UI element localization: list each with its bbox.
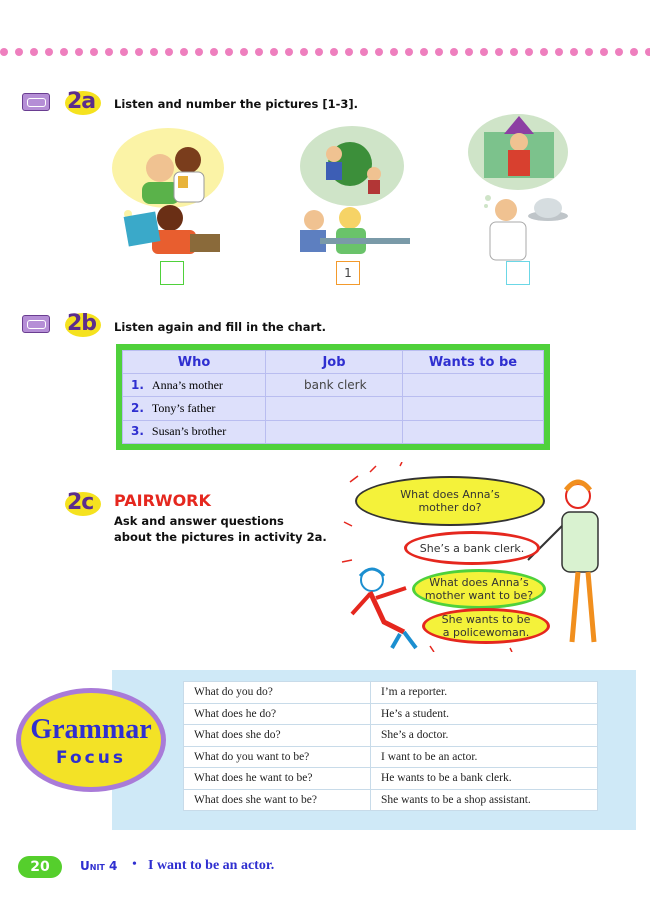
divider-dot [330, 48, 338, 56]
divider-dot [135, 48, 143, 56]
chart-cell-wants[interactable] [403, 374, 544, 397]
divider-dot [435, 48, 443, 56]
bubble-text: mother want to be? [424, 589, 534, 602]
divider-dot [345, 48, 353, 56]
answer-box-3[interactable] [506, 261, 530, 285]
divider-dot [465, 48, 473, 56]
divider-dot [165, 48, 173, 56]
divider-dot [240, 48, 248, 56]
chart-cell-who: Tony’s father [151, 400, 216, 415]
cassette-icon[interactable] [22, 315, 50, 333]
table-row [184, 703, 598, 725]
pairwork-title: PAIRWORK [114, 491, 211, 510]
row-number: 2. [131, 400, 144, 415]
divider-dot [0, 48, 8, 56]
divider-dot [645, 48, 650, 56]
grammar-focus-table [183, 681, 598, 811]
answer-cell: I want to be an actor. [371, 746, 598, 768]
answer-box-1[interactable] [160, 261, 184, 285]
divider-dot [105, 48, 113, 56]
answer-cell: She’s a doctor. [371, 725, 598, 747]
chart-cell-wants[interactable] [403, 397, 544, 420]
divider-dot [30, 48, 38, 56]
question-cell: What does she want to be? [184, 789, 371, 811]
divider-dot [585, 48, 593, 56]
bubble-text: What does Anna’s [400, 488, 500, 501]
divider-dot [45, 48, 53, 56]
divider-dot [315, 48, 323, 56]
question-cell: What does she do? [184, 725, 371, 747]
dotted-divider [0, 46, 650, 58]
answer-cell: He’s a student. [371, 703, 598, 725]
divider-dot [600, 48, 608, 56]
instruction-2c-line2: about the pictures in activity 2a. [114, 530, 327, 544]
chart-row [123, 420, 544, 443]
divider-dot [525, 48, 533, 56]
grammar-focus-title: Grammar [30, 714, 152, 745]
unit-label: Unit 4 [80, 859, 118, 873]
bubble-text: She wants to be [441, 613, 531, 626]
divider-dot [75, 48, 83, 56]
divider-dot [495, 48, 503, 56]
divider-dot [225, 48, 233, 56]
question-cell: What does he want to be? [184, 768, 371, 790]
answer-cell: I’m a reporter. [371, 682, 598, 704]
chart-cell-who: Anna’s mother [151, 377, 223, 392]
table-row [184, 725, 598, 747]
chart-cell-job[interactable] [266, 420, 403, 443]
answer-cell: She wants to be a shop assistant. [371, 789, 598, 811]
divider-dot [615, 48, 623, 56]
divider-dot [180, 48, 188, 56]
job-chart [122, 350, 544, 444]
table-row [184, 768, 598, 790]
divider-dot [255, 48, 263, 56]
page-number: 20 [18, 856, 62, 878]
bubble-text: a policewoman. [442, 626, 530, 639]
divider-dot [420, 48, 428, 56]
question-cell: What do you want to be? [184, 746, 371, 768]
divider-dot [120, 48, 128, 56]
picture-bank-clerk [290, 124, 415, 259]
instruction-2b: Listen again and fill in the chart. [114, 320, 327, 334]
bubble-text: What does Anna’s [429, 576, 529, 589]
divider-dot [210, 48, 218, 56]
divider-dot [360, 48, 368, 56]
divider-dot [450, 48, 458, 56]
chart-cell-job[interactable]: bank clerk [304, 377, 367, 392]
divider-dot [375, 48, 383, 56]
divider-dot [300, 48, 308, 56]
bubble-text: She’s a bank clerk. [419, 541, 525, 555]
table-row [184, 789, 598, 811]
chart-header-who: Who [123, 351, 266, 374]
divider-dot [630, 48, 638, 56]
speech-bubble-4 [422, 608, 550, 644]
divider-dot [285, 48, 293, 56]
question-cell: What do you do? [184, 682, 371, 704]
row-number: 3. [131, 424, 144, 439]
chart-cell-job[interactable] [266, 397, 403, 420]
chart-cell-wants[interactable] [403, 420, 544, 443]
unit-title: I want to be an actor. [148, 858, 275, 873]
divider-dot [570, 48, 578, 56]
speech-bubble-3 [412, 569, 546, 609]
picture-waiter [464, 112, 574, 262]
divider-dot [60, 48, 68, 56]
answer-cell: He wants to be a bank clerk. [371, 768, 598, 790]
footer-bullet: • [132, 857, 137, 872]
picture-dentist [108, 126, 238, 256]
chart-header-job: Job [266, 351, 403, 374]
row-number: 1. [131, 377, 144, 392]
chart-row [123, 374, 544, 397]
divider-dot [270, 48, 278, 56]
grammar-focus-subtitle: Focus [56, 748, 126, 768]
divider-dot [510, 48, 518, 56]
instruction-2a: Listen and number the pictures [1-3]. [114, 97, 358, 111]
chart-frame [116, 344, 550, 450]
activity-number-2b: 2b [67, 311, 97, 336]
divider-dot [150, 48, 158, 56]
bubble-text: mother do? [418, 501, 482, 514]
table-row [184, 746, 598, 768]
divider-dot [90, 48, 98, 56]
chart-row [123, 397, 544, 420]
activity-number-2c: 2c [67, 490, 94, 515]
divider-dot [195, 48, 203, 56]
answer-box-2[interactable]: 1 [336, 261, 360, 285]
divider-dot [555, 48, 563, 56]
instruction-2c-line1: Ask and answer questions [114, 514, 284, 528]
speech-bubble-1 [355, 476, 545, 526]
table-row [184, 682, 598, 704]
chart-cell-who: Susan’s brother [151, 424, 227, 439]
divider-dot [480, 48, 488, 56]
activity-number-2a: 2a [67, 89, 96, 114]
divider-dot [540, 48, 548, 56]
speech-bubble-2 [404, 531, 540, 565]
divider-dot [390, 48, 398, 56]
cassette-icon[interactable] [22, 93, 50, 111]
divider-dot [405, 48, 413, 56]
question-cell: What does he do? [184, 703, 371, 725]
chart-header-wants: Wants to be [403, 351, 544, 374]
divider-dot [15, 48, 23, 56]
